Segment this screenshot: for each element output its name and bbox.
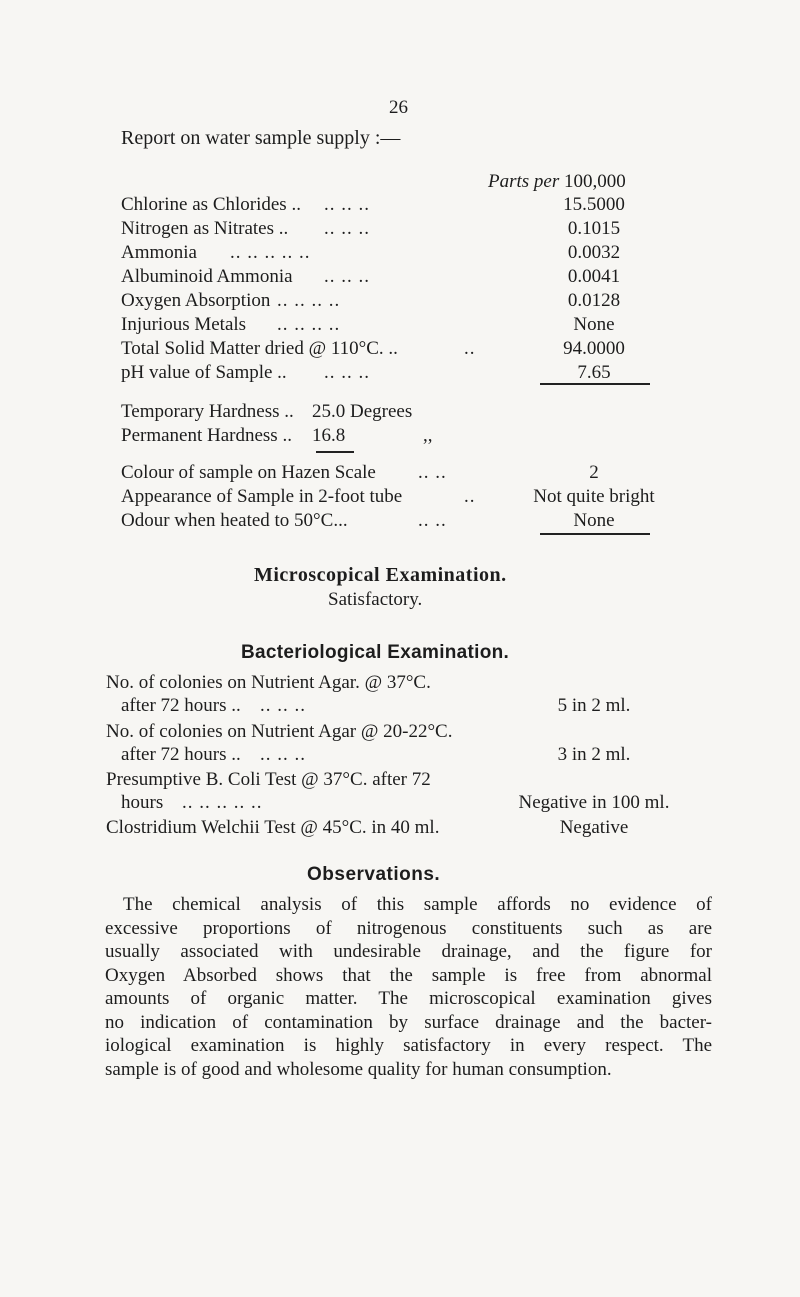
chem-row-dots: .. .. ..	[324, 266, 370, 287]
chem-row-dots: .. .. ..	[324, 362, 370, 383]
chem-row-value: 0.0032	[567, 242, 621, 263]
bact-row-line1: Presumptive B. Coli Test @ 37°C. after 72	[106, 769, 431, 790]
chem-row-label: Albuminoid Ammonia	[121, 266, 293, 287]
chem-row-label: Nitrogen as Nitrates ..	[121, 218, 289, 239]
microscopical-result: Satisfactory.	[328, 589, 423, 610]
page-number: 26	[389, 97, 408, 118]
physical-row-value: 2	[589, 462, 599, 483]
chem-row-label: Oxygen Absorption	[121, 290, 271, 311]
chem-row-value: 15.5000	[563, 194, 625, 215]
hardness-rule	[316, 451, 354, 453]
chem-row-label: Chlorine as Chlorides ..	[121, 194, 301, 215]
bact-row-value: Negative	[559, 817, 629, 838]
chem-row-value: None	[573, 314, 615, 335]
bact-row-value: Negative in 100 ml.	[518, 792, 670, 813]
bact-row-dots: .. .. ..	[260, 744, 306, 765]
report-intro: Report on water sample supply :—	[121, 127, 401, 149]
units-header-number: 100,000	[564, 171, 626, 192]
physical-rule	[540, 533, 650, 535]
bact-row-value: 3 in 2 ml.	[557, 744, 631, 765]
observations-line: no indication of contamination by surface drainage and the bacter-	[105, 1011, 712, 1033]
chem-row-value: 0.0128	[567, 290, 621, 311]
bact-row-line1: Clostridium Welchii Test @ 45°C. in 40 ml.	[106, 817, 440, 838]
observations-line: The chemical analysis of this sample affords no evidence of	[123, 894, 712, 915]
temporary-hardness-value: 25.0 Degrees	[312, 401, 413, 422]
bact-row-line1: No. of colonies on Nutrient Agar @ 20-22°C.	[106, 721, 453, 742]
bact-row-dots: .. .. .. .. ..	[182, 792, 263, 813]
temporary-hardness-label: Temporary Hardness ..	[121, 401, 294, 422]
observations-heading: Observations.	[307, 864, 441, 885]
physical-row-value: None	[573, 510, 615, 531]
observations-paragraph	[105, 893, 712, 1081]
bact-row-dots: .. .. ..	[260, 695, 306, 716]
chem-row-label: Ammonia	[121, 242, 197, 263]
chem-row-value: 0.1015	[567, 218, 621, 239]
observations-line: usually associated with undesirable drainage, and the figure for	[105, 941, 712, 962]
chem-row-label: Total Solid Matter dried @ 110°C. ..	[121, 338, 398, 359]
chem-row-value: 7.65	[577, 362, 611, 383]
units-header-italic: Parts per	[488, 171, 560, 192]
chem-row-label: pH value of Sample ..	[121, 362, 287, 383]
permanent-hardness-label: Permanent Hardness ..	[121, 425, 292, 446]
chem-row-dots: .. .. .. .. ..	[230, 242, 311, 263]
chem-row-dots: .. .. ..	[324, 194, 370, 215]
units-header	[488, 171, 626, 193]
chem-row-dots: ..	[464, 338, 476, 359]
observations-line: excessive proportions of nitrogenous constituents such as are	[105, 917, 712, 939]
chem-row-dots: .. .. .. ..	[277, 314, 341, 335]
permanent-hardness-value: 16.8	[312, 425, 346, 446]
physical-row-label: Appearance of Sample in 2-foot tube	[121, 486, 403, 507]
chem-row-value: 94.0000	[563, 338, 625, 359]
physical-row-dots: .. ..	[418, 510, 447, 531]
bact-row-line2: after 72 hours ..	[121, 695, 241, 716]
bact-row-value: 5 in 2 ml.	[557, 695, 631, 716]
chem-row-dots: .. .. ..	[324, 218, 370, 239]
observations-line: sample is of good and wholesome quality for human consumption.	[105, 1058, 612, 1080]
chemical-table-rule	[540, 383, 650, 385]
bact-row-line2: after 72 hours ..	[121, 744, 241, 765]
observations-line: iological examination is highly satisfactory in every respect. The	[105, 1035, 712, 1056]
physical-row-label: Odour when heated to 50°C...	[121, 510, 348, 531]
observations-line: Oxygen Absorbed shows that the sample is free from abnormal	[105, 964, 712, 986]
physical-row-dots: .. ..	[418, 462, 447, 483]
chem-row-value: 0.0041	[567, 266, 621, 287]
ditto-mark: ,,	[423, 425, 433, 446]
bact-row-line1: No. of colonies on Nutrient Agar. @ 37°C.	[106, 672, 431, 693]
chem-row-dots: .. .. .. ..	[277, 290, 341, 311]
observations-line: amounts of organic matter. The microscopical examination gives	[105, 988, 712, 1009]
microscopical-heading: Microscopical Examination.	[254, 564, 507, 586]
bacteriological-heading: Bacteriological Examination.	[241, 642, 510, 663]
physical-row-dots: ..	[464, 486, 476, 507]
physical-row-value: Not quite bright	[533, 486, 655, 507]
chem-row-label: Injurious Metals	[121, 314, 247, 335]
bact-row-line2: hours	[121, 792, 164, 813]
physical-row-label: Colour of sample on Hazen Scale	[121, 462, 376, 483]
